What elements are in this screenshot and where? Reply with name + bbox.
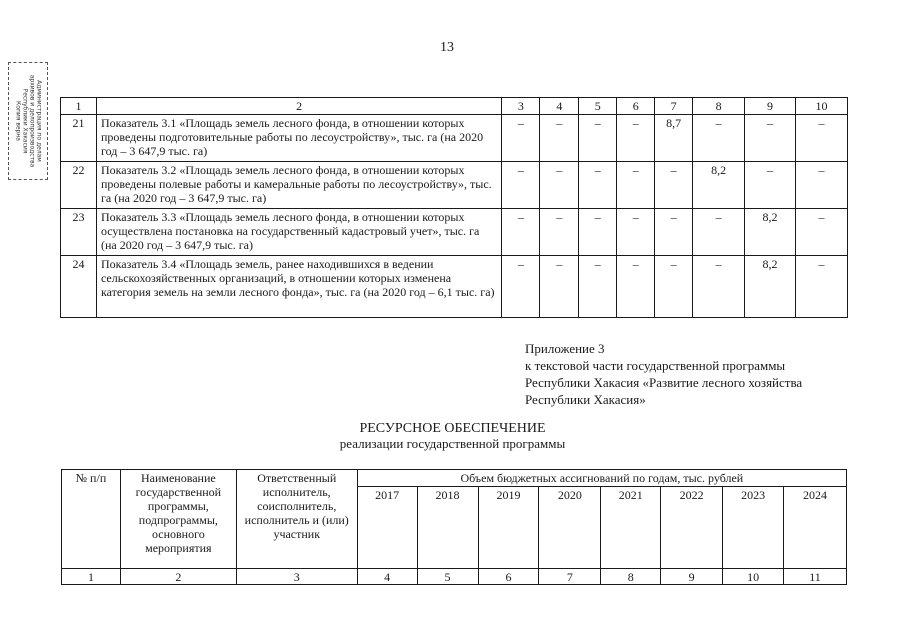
header-cell: 6 (617, 98, 655, 115)
row-description: Показатель 3.3 «Площадь земель лесного фонда, в отношении которых осуществлена постановка на государственный кадастровый учет», тыс. га (на 2020 год – 3 647,9 тыс. га) (96, 209, 501, 256)
header-cell: 5 (579, 98, 617, 115)
page-number: 13 (440, 40, 454, 55)
value-cell: – (540, 256, 579, 318)
value-cell: – (502, 209, 540, 256)
value-cell: 8,7 (655, 115, 693, 162)
appendix-line: Приложение 3 (525, 341, 605, 356)
table-header-row (62, 470, 847, 487)
value-cell: – (502, 115, 540, 162)
header-cell: 3 (502, 98, 540, 115)
header-cell: 1 (61, 98, 97, 115)
value-cell: – (693, 256, 745, 318)
header-cell-number: № п/п (62, 470, 121, 569)
year-header-cell: 2017 (357, 487, 417, 569)
header-cell-responsible: Ответственный исполнитель, соисполнитель, исполнитель и (или) участник (236, 470, 357, 569)
header-cell: 7 (655, 98, 693, 115)
value-cell: – (502, 256, 540, 318)
value-cell: – (795, 162, 847, 209)
archive-stamp (8, 62, 48, 180)
value-cell: – (745, 115, 796, 162)
section-title: РЕСУРСНОЕ ОБЕСПЕЧЕНИЕ (359, 421, 546, 436)
year-header-cell: 2018 (417, 487, 478, 569)
value-cell: – (579, 209, 617, 256)
value-cell: 8,2 (745, 209, 796, 256)
year-header-cell: 2022 (661, 487, 723, 569)
column-number-cell: 3 (236, 569, 357, 585)
column-number-cell: 6 (478, 569, 539, 585)
header-cell: 8 (693, 98, 745, 115)
appendix-line: к текстовой части государственной программы (525, 358, 786, 373)
value-cell: – (540, 209, 579, 256)
value-cell: – (795, 115, 847, 162)
indicators-table (60, 97, 848, 318)
header-cell-budget-group: Объем бюджетных ассигнований по годам, тыс. рублей (357, 470, 846, 487)
stamp-line: Копия верна (14, 101, 21, 141)
column-number-row (62, 569, 847, 585)
stamp-line: архивов и делопроизводства (28, 74, 35, 168)
column-number-cell: 2 (120, 569, 236, 585)
section-subtitle: реализации государственной программы (339, 436, 566, 451)
table-header-row (61, 98, 848, 115)
table-row (61, 256, 848, 318)
column-number-cell: 4 (357, 569, 417, 585)
appendix-note (525, 340, 802, 408)
column-number-cell: 10 (723, 569, 784, 585)
column-number-cell: 5 (417, 569, 478, 585)
value-cell: – (579, 162, 617, 209)
resources-table (61, 469, 847, 585)
row-number: 24 (61, 256, 97, 318)
header-cell-name: Наименование государственной программы, подпрограммы, основного мероприятия (120, 470, 236, 569)
value-cell: – (502, 162, 540, 209)
stamp-text (14, 75, 42, 168)
header-cell: 10 (795, 98, 847, 115)
value-cell: – (540, 162, 579, 209)
row-description: Показатель 3.4 «Площадь земель, ранее находившихся в ведении сельскохозяйственных организаций, в отношении которых изменена категория земель на земли лесного фонда», тыс. га (на 2020 год – 6,1 тыс. га) (96, 256, 501, 318)
header-cell: 2 (96, 98, 501, 115)
value-cell: – (745, 162, 796, 209)
column-number-cell: 8 (601, 569, 661, 585)
stamp-line: Администрация по делам (35, 80, 42, 162)
value-cell: – (655, 256, 693, 318)
value-cell: – (795, 256, 847, 318)
year-header-cell: 2021 (601, 487, 661, 569)
value-cell: – (655, 209, 693, 256)
value-cell: – (617, 115, 655, 162)
appendix-line: Республики Хакасия «Развитие лесного хозяйства (525, 375, 803, 390)
stamp-line: Республики Хакасия (21, 88, 28, 154)
header-cell: 4 (540, 98, 579, 115)
table-row (61, 209, 848, 256)
value-cell: 8,2 (745, 256, 796, 318)
column-number-cell: 1 (62, 569, 121, 585)
value-cell: – (693, 115, 745, 162)
row-number: 21 (61, 115, 97, 162)
year-header-cell: 2019 (478, 487, 539, 569)
table-row (61, 162, 848, 209)
header-cell: 9 (745, 98, 796, 115)
table-row (61, 115, 848, 162)
value-cell: – (617, 162, 655, 209)
row-description: Показатель 3.2 «Площадь земель лесного фонда, в отношении которых проведены полевые работы и камеральные работы по лесоустройству», тыс. га (на 2020 год – 3 647,9 тыс. га) (96, 162, 501, 209)
value-cell: 8,2 (693, 162, 745, 209)
row-number: 22 (61, 162, 97, 209)
value-cell: – (693, 209, 745, 256)
column-number-cell: 9 (661, 569, 723, 585)
year-header-cell: 2023 (723, 487, 784, 569)
value-cell: – (655, 162, 693, 209)
column-number-cell: 11 (784, 569, 847, 585)
value-cell: – (617, 256, 655, 318)
column-number-cell: 7 (539, 569, 601, 585)
year-header-cell: 2020 (539, 487, 601, 569)
value-cell: – (617, 209, 655, 256)
year-header-cell: 2024 (784, 487, 847, 569)
value-cell: – (579, 256, 617, 318)
row-number: 23 (61, 209, 97, 256)
appendix-line: Республики Хакасия» (525, 392, 646, 407)
row-description: Показатель 3.1 «Площадь земель лесного фонда, в отношении которых проведены подготовительные работы по лесоустройству», тыс. га (на 2020 год – 3 647,9 тыс. га) (96, 115, 501, 162)
value-cell: – (540, 115, 579, 162)
value-cell: – (579, 115, 617, 162)
value-cell: – (795, 209, 847, 256)
